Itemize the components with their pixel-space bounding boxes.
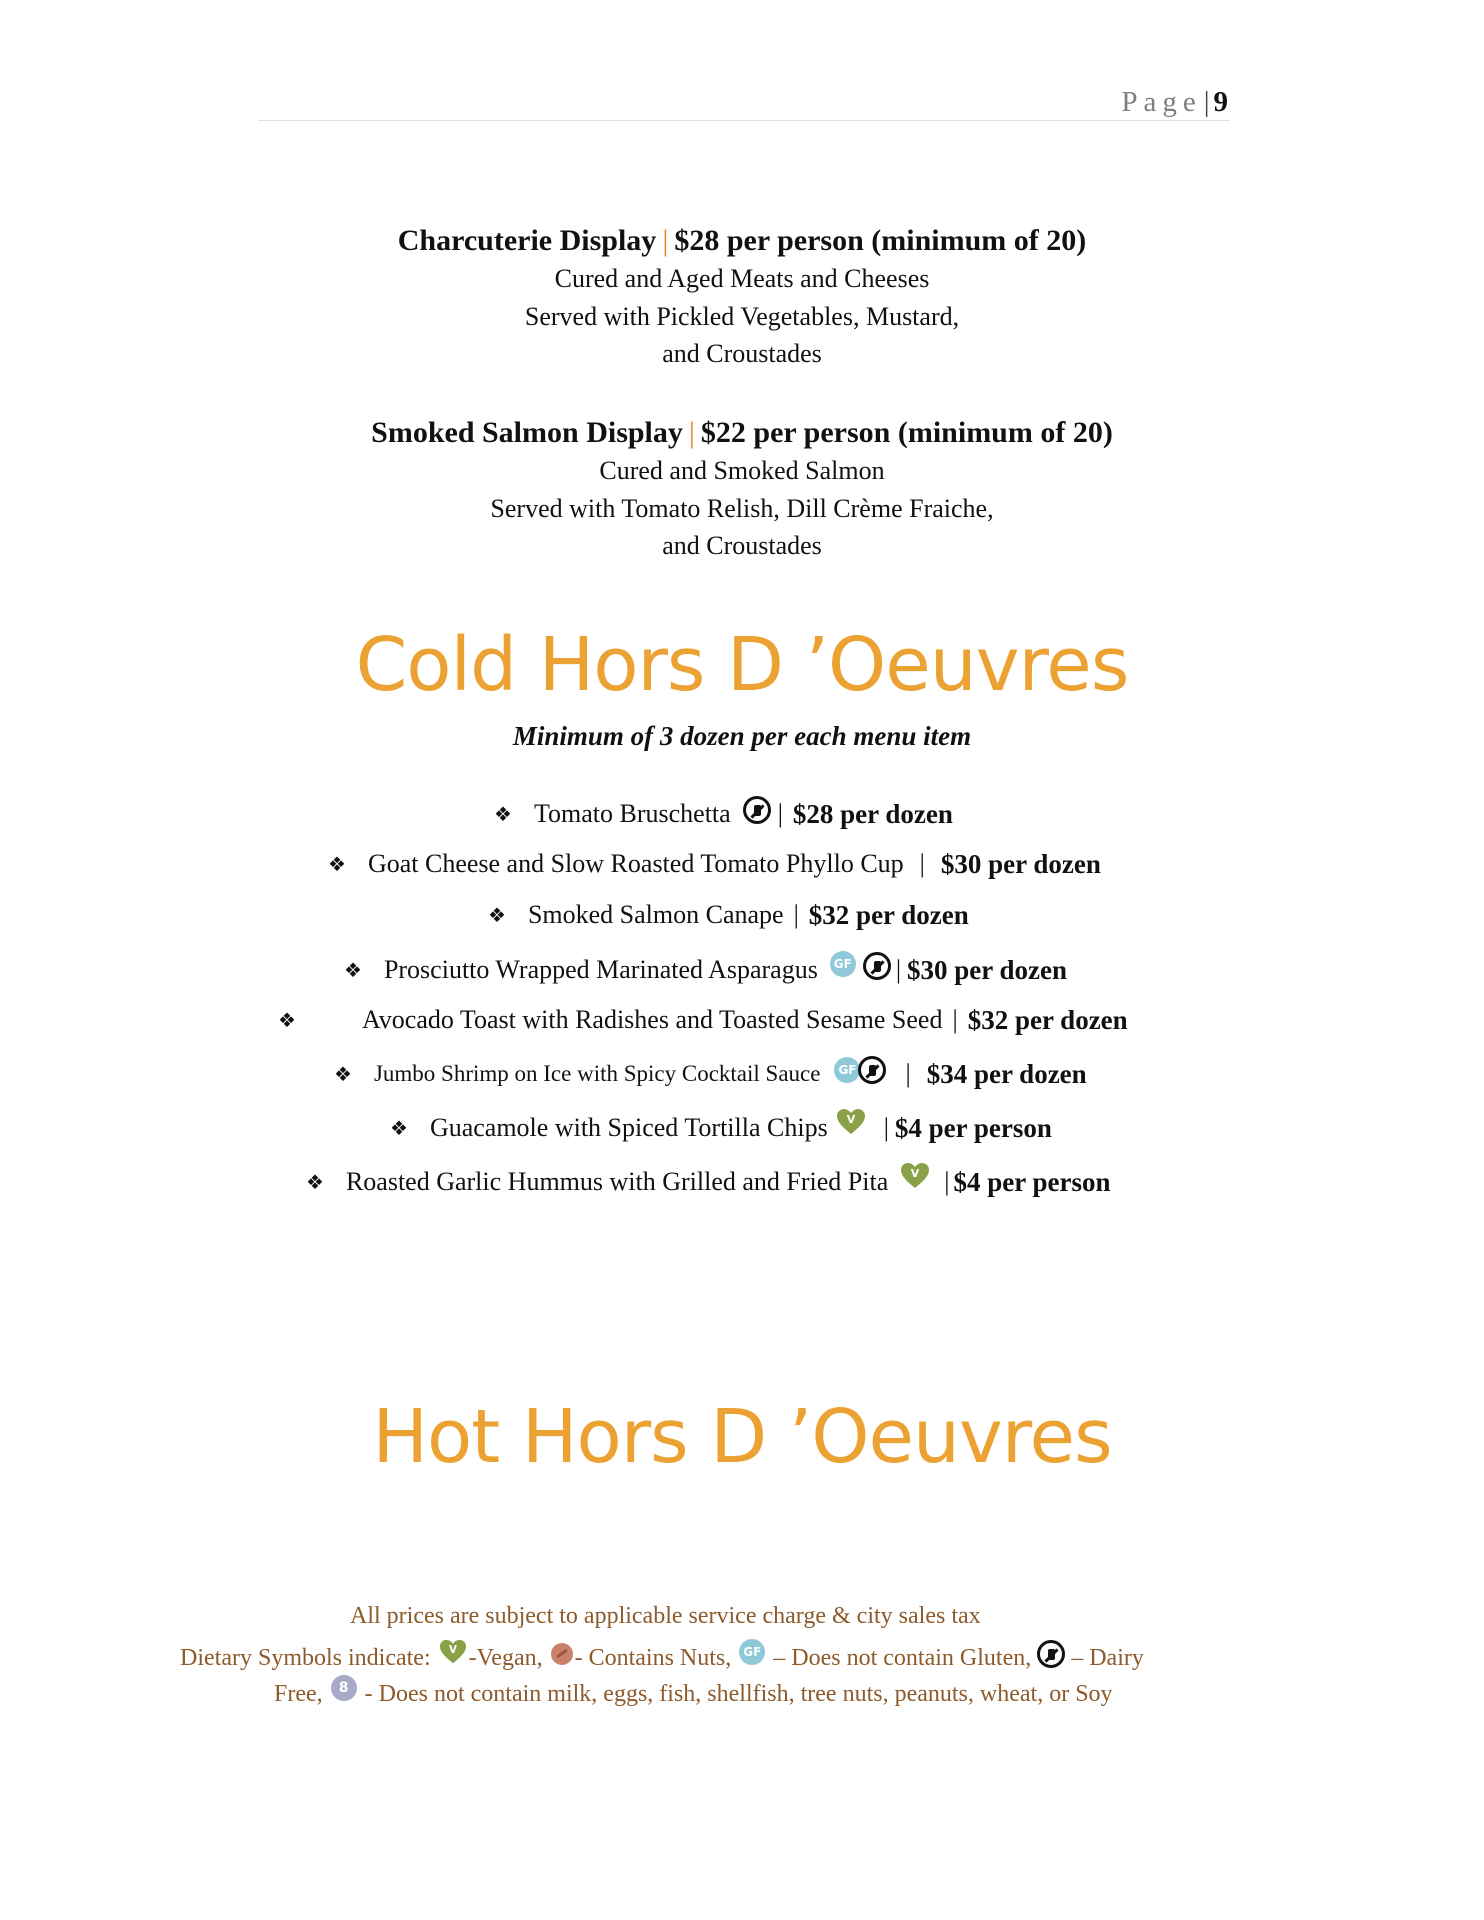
bullet-icon: ❖ [344,958,362,982]
page-number: 9 [1213,86,1228,118]
vegan-icon-label: V [448,1643,457,1656]
charcuterie-desc-3: and Croustades [662,339,822,368]
salmon-display [0,414,1484,565]
item-name: Smoked Salmon Canape [527,900,784,929]
dairy-free-icon [743,796,771,824]
gluten-free-icon: GF [834,1057,860,1083]
bullet-icon: ❖ [488,903,506,927]
item-name: Goat Cheese and Slow Roasted Tomato Phyllo Cup [367,849,904,878]
salmon-title-line [0,414,1484,452]
item-separator: | [883,1113,889,1142]
item-separator: | [952,1005,958,1034]
charcuterie-desc-1: Cured and Aged Meats and Cheeses [554,264,930,293]
item-separator: | [793,900,799,929]
charcuterie-display [0,222,1484,373]
item-name: Prosciutto Wrapped Marinated Asparagus [383,955,818,984]
bullet-icon: ❖ [306,1170,324,1194]
dairy-free-icon [1037,1640,1065,1668]
nut-icon [551,1643,573,1665]
salmon-price: $22 per person (minimum of 20) [700,416,1113,449]
tax-note-text: All prices are subject to applicable service charge & city sales tax [350,1603,981,1629]
salmon-desc-1: Cured and Smoked Salmon [599,456,885,485]
item-separator: | [905,1059,911,1088]
item-price: $30 per dozen [940,849,1101,879]
menu-item [0,948,1484,992]
item-price: $4 per person [953,1167,1111,1197]
cold-section-subtitle: Minimum of 3 dozen per each menu item [512,721,972,751]
item-separator: | [895,955,902,984]
dairy-free-icon [858,1056,886,1084]
gluten-free-icon: GF [739,1639,765,1665]
salmon-separator: | [688,416,695,449]
bullet-icon: ❖ [390,1116,408,1140]
vegan-icon [836,1107,866,1137]
page-header [258,82,1230,121]
item-price: $30 per dozen [907,955,1068,985]
charcuterie-desc-2: Served with Pickled Vegetables, Mustard, [524,301,960,331]
charcuterie-name: Charcuterie Display [397,224,657,257]
bullet-icon: ❖ [328,852,346,876]
allergen-free-icon: 8 [331,1675,357,1701]
item-name: Jumbo Shrimp on Ice with Spicy Cocktail Sauce [373,1061,821,1086]
menu-item [0,893,1484,937]
salmon-name: Smoked Salmon Display [371,416,683,449]
salmon-desc-3: and Croustades [662,531,822,560]
item-separator: | [944,1167,950,1196]
vegan-icon [439,1638,467,1666]
salmon-desc-2: Served with Tomato Relish, Dill Crème Fraiche, [490,493,994,523]
item-name: Roasted Garlic Hummus with Grilled and Fried Pita [345,1167,889,1196]
item-price: $4 per person [894,1113,1052,1143]
bullet-icon: ❖ [494,802,512,826]
allergen-legend: - Does not contain milk, eggs, fish, shellfish, tree nuts, peanuts, wheat, or Soy [364,1681,1113,1707]
menu-item [0,998,1484,1042]
hot-section-title: Hot Hors D ’Oeuvres [372,1394,1112,1480]
item-price: $28 per dozen [792,799,953,829]
gluten-legend: – Does not contain Gluten, [773,1645,1032,1671]
gluten-free-icon: GF [830,951,856,977]
vegan-legend: -Vegan, [468,1645,543,1671]
item-separator: | [919,849,925,878]
menu-item [0,1052,1484,1096]
menu-item [0,842,1484,886]
page-label: Page [1121,86,1202,118]
item-price: $34 per dozen [926,1059,1087,1089]
menu-item [0,1160,1484,1204]
dairy-free-icon [863,952,891,980]
dietary-prefix: Dietary Symbols indicate: [180,1645,431,1671]
menu-item [0,1106,1484,1150]
charcuterie-separator: | [662,224,669,257]
item-price: $32 per dozen [808,900,969,930]
page-number-label [1121,86,1228,119]
dairy-legend: – Dairy [1071,1645,1144,1671]
vegan-icon-label: V [846,1113,855,1126]
charcuterie-title-line [0,222,1484,260]
item-price: $32 per dozen [967,1005,1128,1035]
cold-section-title: Cold Hors D ’Oeuvres [355,622,1129,708]
item-name: Guacamole with Spiced Tortilla Chips [429,1113,828,1142]
bullet-icon: ❖ [278,1008,296,1032]
bullet-icon: ❖ [334,1062,352,1086]
nuts-legend: - Contains Nuts, [574,1645,732,1671]
menu-item [0,792,1484,836]
item-name: Avocado Toast with Radishes and Toasted Sesame Seed [361,1005,943,1034]
page-separator: | [1203,86,1210,118]
item-separator: | [777,799,783,828]
vegan-icon [900,1161,930,1191]
item-name: Tomato Bruschetta [533,799,731,828]
charcuterie-price: $28 per person (minimum of 20) [674,224,1087,257]
dairy-free-legend-cont: Free, [274,1681,323,1707]
vegan-icon-label: V [910,1167,920,1180]
